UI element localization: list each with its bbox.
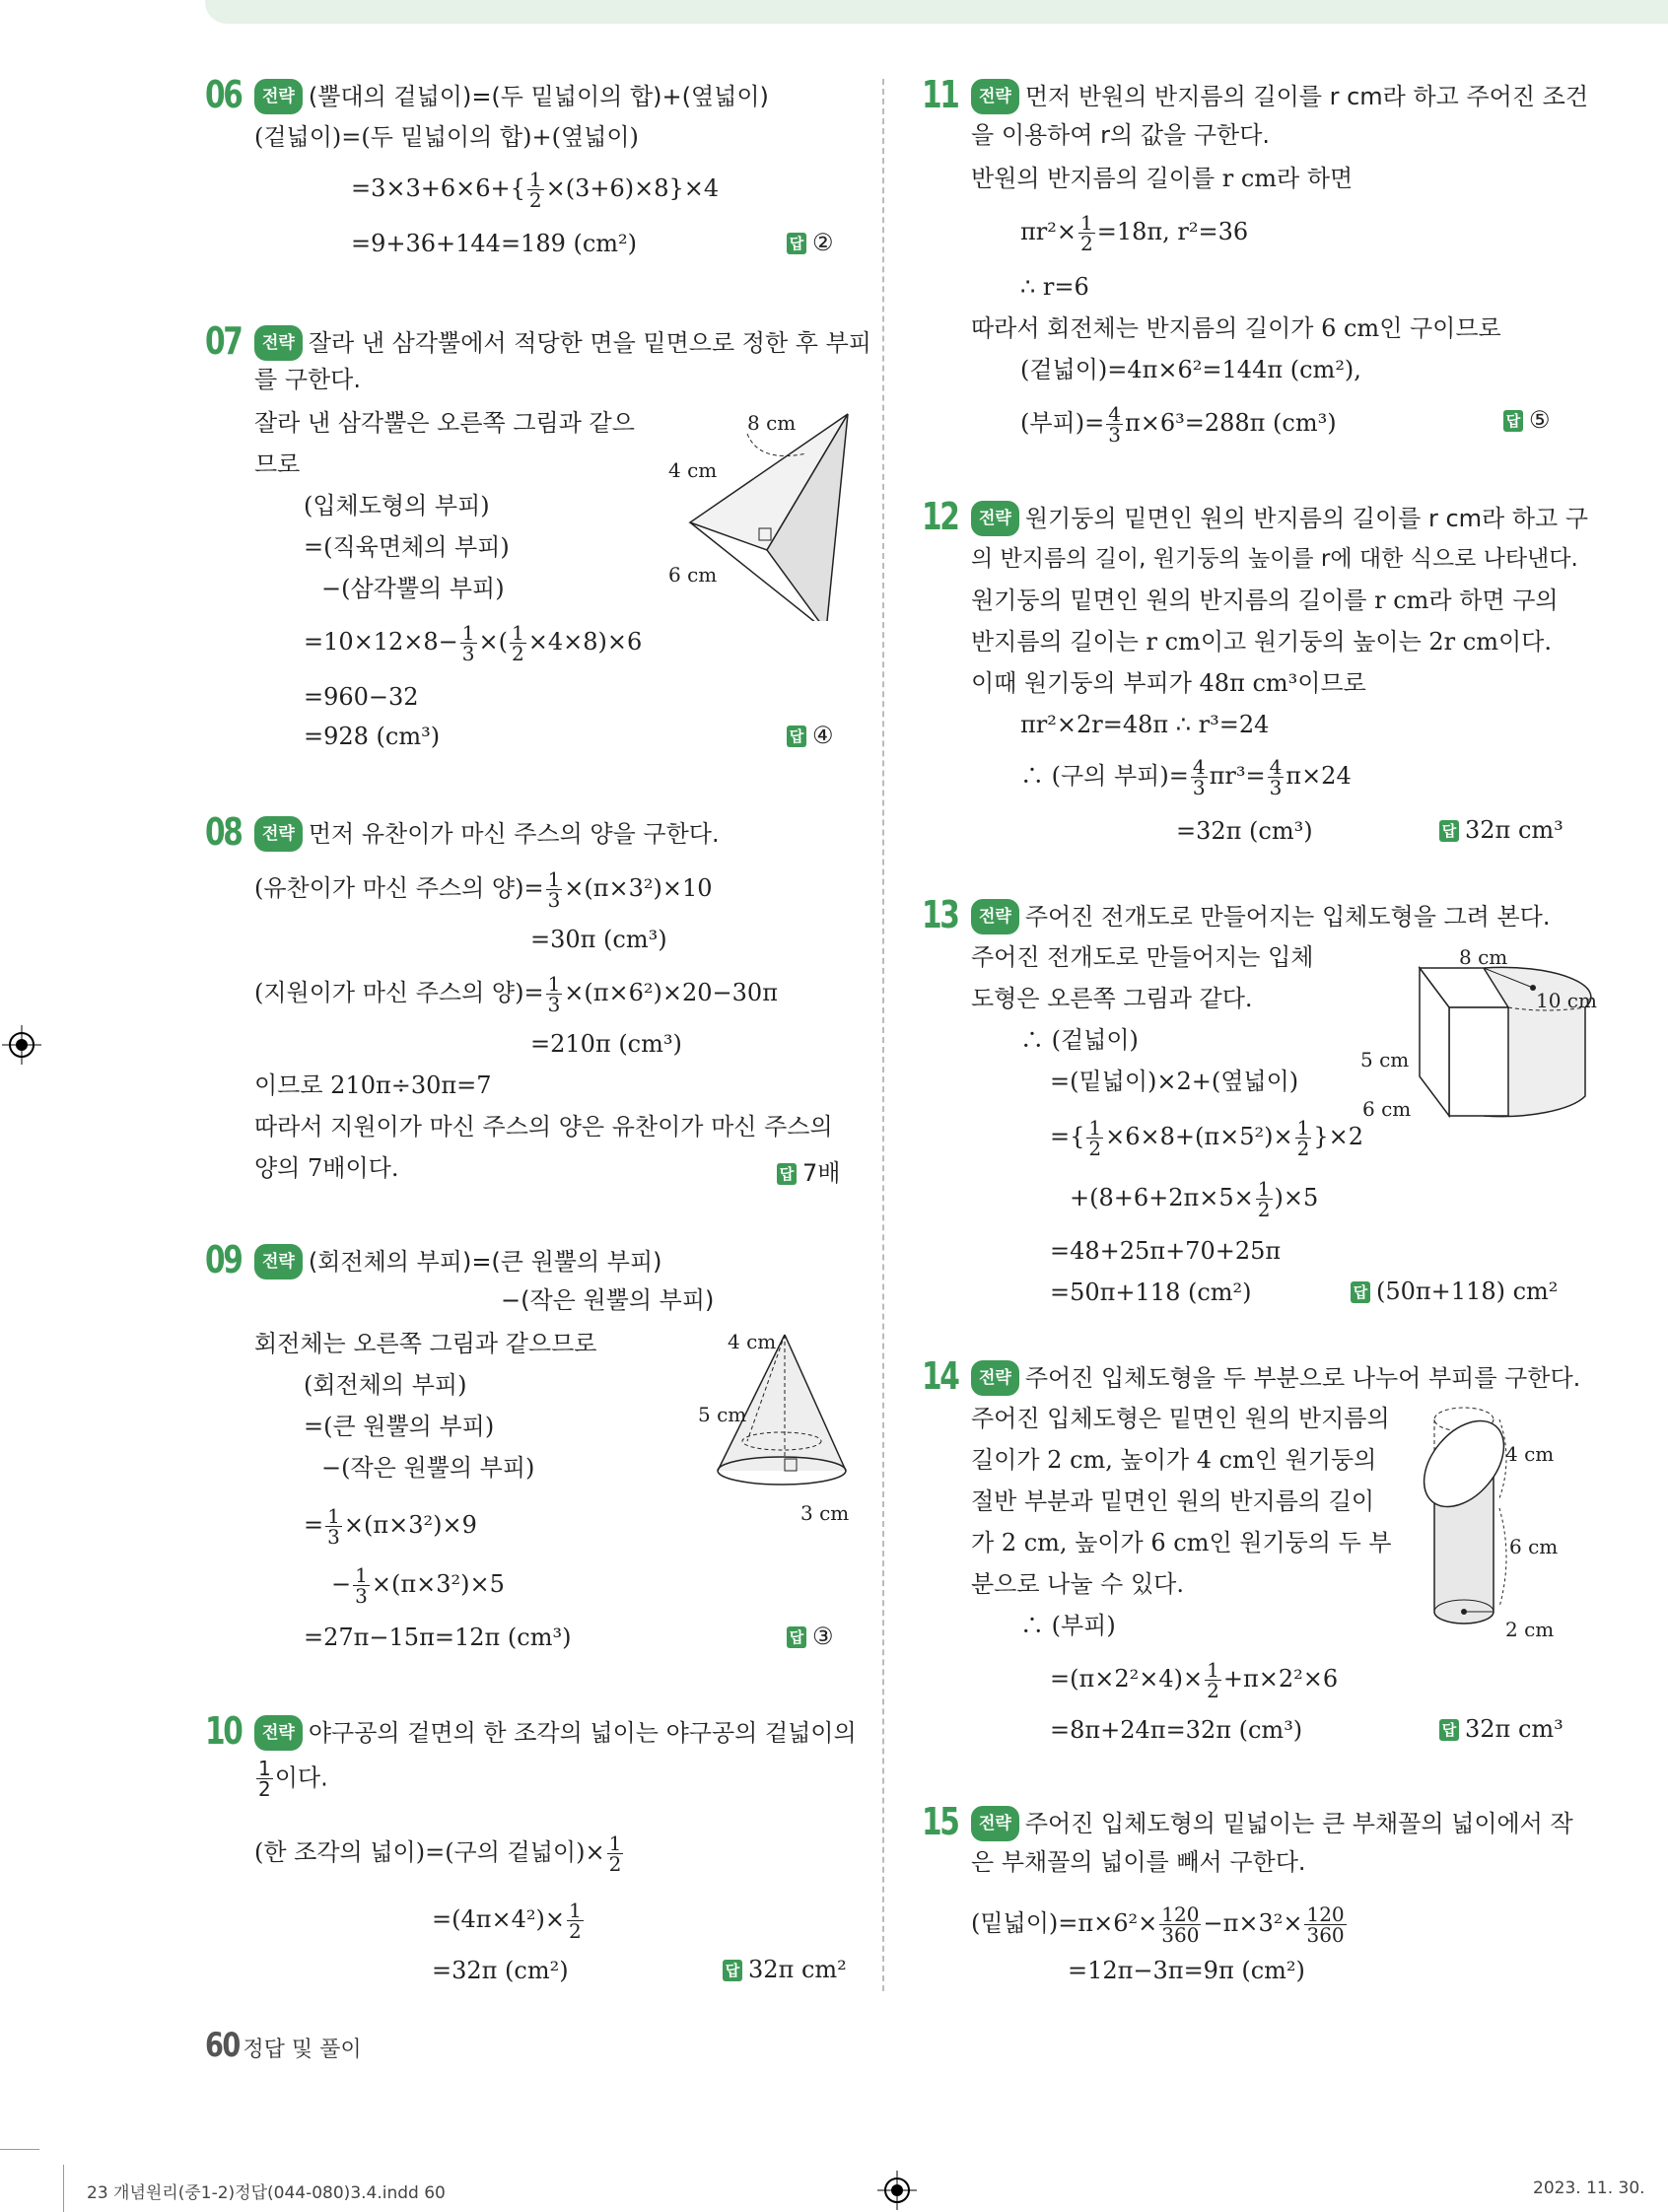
- crop-mark: [63, 2165, 64, 2212]
- solution-line: =30π (cm³): [530, 926, 667, 953]
- strategy-line: 전략 주어진 입체도형을 두 부분으로 나누어 부피를 구한다.: [971, 1360, 1580, 1396]
- answer: 답 32π cm²: [723, 1956, 847, 1983]
- solution-line: −(작은 원뿔의 부피): [321, 1454, 535, 1482]
- label-4cm: 4 cm: [668, 458, 718, 482]
- problem-number: 14: [922, 1354, 958, 1398]
- solution-line: (한 조각의 넓이)=(구의 겉넓이)× $\frac{1}{2}$: [254, 1832, 622, 1876]
- solution-line: πr²× $\frac{1}{2}$ =18π, r²=36: [1020, 211, 1249, 255]
- registration-mark-icon: [2, 1025, 41, 1065]
- label-4cm: 4 cm: [728, 1330, 777, 1353]
- answer: 답 ⑤: [1503, 406, 1551, 434]
- strategy-line: 를 구한다.: [254, 366, 361, 393]
- solution-line: =48+25π+70+25π: [1050, 1237, 1282, 1265]
- solution-line: ∴ (부피): [1020, 1612, 1116, 1639]
- registration-mark-icon: [877, 2171, 917, 2210]
- strategy-line: 전략 먼저 유찬이가 마신 주스의 양을 구한다.: [254, 816, 720, 852]
- problem-number: 13: [922, 893, 958, 936]
- answer: 답 ③: [787, 1623, 834, 1650]
- label-6cm: 6 cm: [668, 563, 718, 587]
- solution-line: 주어진 입체도형은 밑면인 원의 반지름의: [971, 1405, 1390, 1432]
- cone-figure: [698, 1323, 885, 1530]
- label-6cm: 6 cm: [1509, 1535, 1559, 1558]
- answer: 답 32π cm³: [1439, 816, 1564, 844]
- solution-line: 원기둥의 밑면인 원의 반지름의 길이를 r cm라 하면 구의: [971, 587, 1559, 614]
- solution-line: =(밑넓이)×2+(옆넓이): [1050, 1068, 1299, 1095]
- solution-line: ∴ (구의 부피)= $\frac{4}{3}$ πr³= $\frac{4}{3}$ π×24: [1020, 755, 1352, 799]
- solution-line: 주어진 전개도로 만들어지는 입체: [971, 943, 1314, 971]
- solution-line: −(삼각뿔의 부피): [321, 575, 505, 602]
- solution-line: (겉넓이)=4π×6²=144π (cm²),: [1020, 356, 1361, 383]
- strategy-line: 전략 야구공의 겉면의 한 조각의 넓이는 야구공의 겉넓이의: [254, 1715, 857, 1751]
- solution-line: =32π (cm²): [432, 1957, 569, 1984]
- print-date: 2023. 11. 30.: [1533, 2178, 1645, 2198]
- answer: 답 (50π+118) cm²: [1351, 1278, 1558, 1305]
- solution-line: (겉넓이)=(두 밑넓이의 합)+(옆넓이): [254, 123, 639, 151]
- problem-number: 11: [922, 73, 958, 116]
- solution-line: 길이가 2 cm, 높이가 4 cm인 원기둥의: [971, 1446, 1377, 1474]
- solution-line: (회전체의 부피): [304, 1371, 467, 1399]
- label-10cm: 10 cm: [1536, 989, 1597, 1012]
- solution-line: 잘라 낸 삼각뿔은 오른쪽 그림과 같으: [254, 409, 635, 437]
- solution-line: =8π+24π=32π (cm³): [1050, 1716, 1303, 1744]
- label-4cm: 4 cm: [1505, 1442, 1555, 1466]
- strategy-line: 은 부채꼴의 넓이를 빼서 구한다.: [971, 1848, 1306, 1876]
- cylinder-figure: [1415, 1400, 1602, 1636]
- solution-line: 회전체는 오른쪽 그림과 같으므로: [254, 1330, 597, 1357]
- problem-number: 15: [922, 1800, 958, 1843]
- solution-line: =50π+118 (cm²): [1050, 1279, 1252, 1306]
- top-header-band: [205, 0, 1668, 24]
- page-label: 정답 및 풀이: [243, 2038, 362, 2062]
- page-footer: [205, 2026, 362, 2065]
- solution-line: 반지름의 길이는 r cm이고 원기둥의 높이는 2r cm이다.: [971, 628, 1552, 656]
- solution-line: = $\frac{1}{3}$ ×(π×3²)×9: [304, 1504, 477, 1549]
- solution-line: 반원의 반지름의 길이를 r cm라 하면: [971, 165, 1354, 192]
- crop-mark: [0, 2149, 39, 2150]
- problem-number: 12: [922, 495, 958, 538]
- solution-line: 양의 7배이다.: [254, 1154, 399, 1182]
- solution-line: ={ $\frac{1}{2}$ ×6×8+(π×5²)× $\frac{1}{2}$ }×2: [1050, 1116, 1363, 1160]
- strategy-badge: 전략: [254, 79, 303, 114]
- print-file-info: 23 개념원리(중1-2)정답(044-080)3.4.indd 60: [87, 2183, 446, 2203]
- strategy-line: $\frac{1}{2}$ 이다.: [258, 1757, 328, 1801]
- solution-line: =9+36+144=189 (cm²): [351, 230, 638, 257]
- strategy-line: 전략 (회전체의 부피)=(큰 원뿔의 부피): [254, 1244, 662, 1279]
- solution-line: =(4π×4²)× $\frac{1}{2}$: [432, 1899, 582, 1943]
- strategy-line: −(작은 원뿔의 부피): [501, 1286, 715, 1314]
- problem-number: 09: [205, 1238, 242, 1281]
- problem-number: 07: [205, 319, 242, 363]
- problem-number: 08: [205, 810, 242, 854]
- solution-line: =(직육면체의 부피): [304, 533, 510, 561]
- solution-line: =210π (cm³): [530, 1030, 682, 1058]
- cylinder-cut-figure: [1360, 948, 1597, 1145]
- solution-line: +(8+6+2π×5× $\frac{1}{2}$ )×5: [1070, 1177, 1319, 1221]
- solution-line: =10×12×8− $\frac{1}{3}$ ×( $\frac{1}{2}$ ×4×8)×6: [304, 621, 643, 665]
- answer: 답 32π cm³: [1439, 1715, 1564, 1743]
- solution-line: 이때 원기둥의 부피가 48π cm³이므로: [971, 669, 1366, 697]
- strategy-line: 전략 먼저 반원의 반지름의 길이를 r cm라 하고 주어진 조건: [971, 79, 1588, 114]
- label-6cm: 6 cm: [1362, 1097, 1412, 1121]
- solution-line: (유찬이가 마신 주스의 양)= $\frac{1}{3}$ ×(π×3²)×10: [254, 867, 713, 912]
- solution-line: ∴ r=6: [1020, 273, 1089, 301]
- solution-line: (부피)= $\frac{4}{3}$ π×6³=288π (cm³): [1020, 402, 1337, 447]
- solution-line: πr²×2r=48π ∴ r³=24: [1020, 711, 1270, 738]
- solution-line: =(π×2²×4)× $\frac{1}{2}$ +π×2²×6: [1050, 1658, 1339, 1702]
- solution-line: 가 2 cm, 높이가 6 cm인 원기둥의 두 부: [971, 1529, 1392, 1556]
- answer: 답 ②: [787, 229, 834, 256]
- column-divider: [882, 79, 884, 1991]
- answer: 답 ④: [787, 722, 834, 749]
- solution-line: =32π (cm³): [1176, 817, 1313, 845]
- solution-line: 따라서 지원이가 마신 주스의 양은 유찬이가 마신 주스의: [254, 1113, 833, 1141]
- solution-line: =3×3+6×6+{ $\frac{1}{2}$ ×(3+6)×8}×4: [351, 168, 720, 212]
- solution-line: (밑넓이)=π×6²× $\frac{120}{360}$ −π×3²× $\frac{120}{360}$: [971, 1902, 1345, 1947]
- solution-line: =27π−15π=12π (cm³): [304, 1624, 572, 1651]
- strategy-text: (뿔대의 겉넓이)=(두 밑넓이의 합)+(옆넓이): [308, 83, 769, 110]
- strategy-line: 전략 잘라 낸 삼각뿔에서 적당한 면을 밑면으로 정한 후 부피: [254, 325, 871, 361]
- solution-line: =960−32: [304, 683, 419, 711]
- problem-number: 06: [205, 73, 242, 116]
- solution-line: − $\frac{1}{3}$ ×(π×3²)×5: [331, 1563, 505, 1608]
- solution-line: (입체도형의 부피): [304, 492, 490, 519]
- solution-line: 분으로 나눌 수 있다.: [971, 1570, 1184, 1598]
- solution-line: 절반 부분과 밑면인 원의 반지름의 길이: [971, 1487, 1375, 1515]
- label-3cm: 3 cm: [800, 1501, 850, 1525]
- strategy-line: 을 이용하여 r의 값을 구한다.: [971, 121, 1271, 149]
- solution-line: (지원이가 마신 주스의 양)= $\frac{1}{3}$ ×(π×6²)×20−30π: [254, 972, 778, 1016]
- strategy-line: 전략 주어진 입체도형의 밑넓이는 큰 부채꼴의 넓이에서 작: [971, 1806, 1573, 1841]
- solution-line: 므로: [254, 450, 301, 478]
- solution-line: =(큰 원뿔의 부피): [304, 1413, 495, 1440]
- solution-line: 따라서 회전체는 반지름의 길이가 6 cm인 구이므로: [971, 314, 1501, 342]
- solution-line: 도형은 오른쪽 그림과 같다.: [971, 985, 1253, 1012]
- solution-line: ∴ (겉넓이): [1020, 1026, 1139, 1054]
- page-number: 60: [205, 2026, 240, 2065]
- label-5cm: 5 cm: [698, 1403, 747, 1426]
- label-8cm: 8 cm: [747, 411, 797, 435]
- solution-line: 이므로 210π÷30π=7: [254, 1071, 492, 1099]
- label-8cm: 8 cm: [1459, 948, 1508, 969]
- solution-line: =12π−3π=9π (cm²): [1068, 1957, 1305, 1984]
- problem-number: 10: [205, 1709, 242, 1753]
- answer: 답 7배: [777, 1153, 840, 1188]
- label-5cm: 5 cm: [1360, 1048, 1410, 1071]
- strategy-line: 의 반지름의 길이, 원기둥의 높이를 r에 대한 식으로 나타낸다.: [971, 546, 1578, 572]
- strategy-line: 전략 주어진 전개도로 만들어지는 입체도형을 그려 본다.: [971, 899, 1551, 934]
- solution-line: =928 (cm³): [304, 723, 441, 750]
- label-2cm: 2 cm: [1505, 1618, 1555, 1636]
- triangular-pyramid-figure: [668, 404, 875, 621]
- strategy-line: [254, 79, 769, 114]
- strategy-line: 전략 원기둥의 밑면인 원의 반지름의 길이를 r cm라 하고 구: [971, 501, 1588, 536]
